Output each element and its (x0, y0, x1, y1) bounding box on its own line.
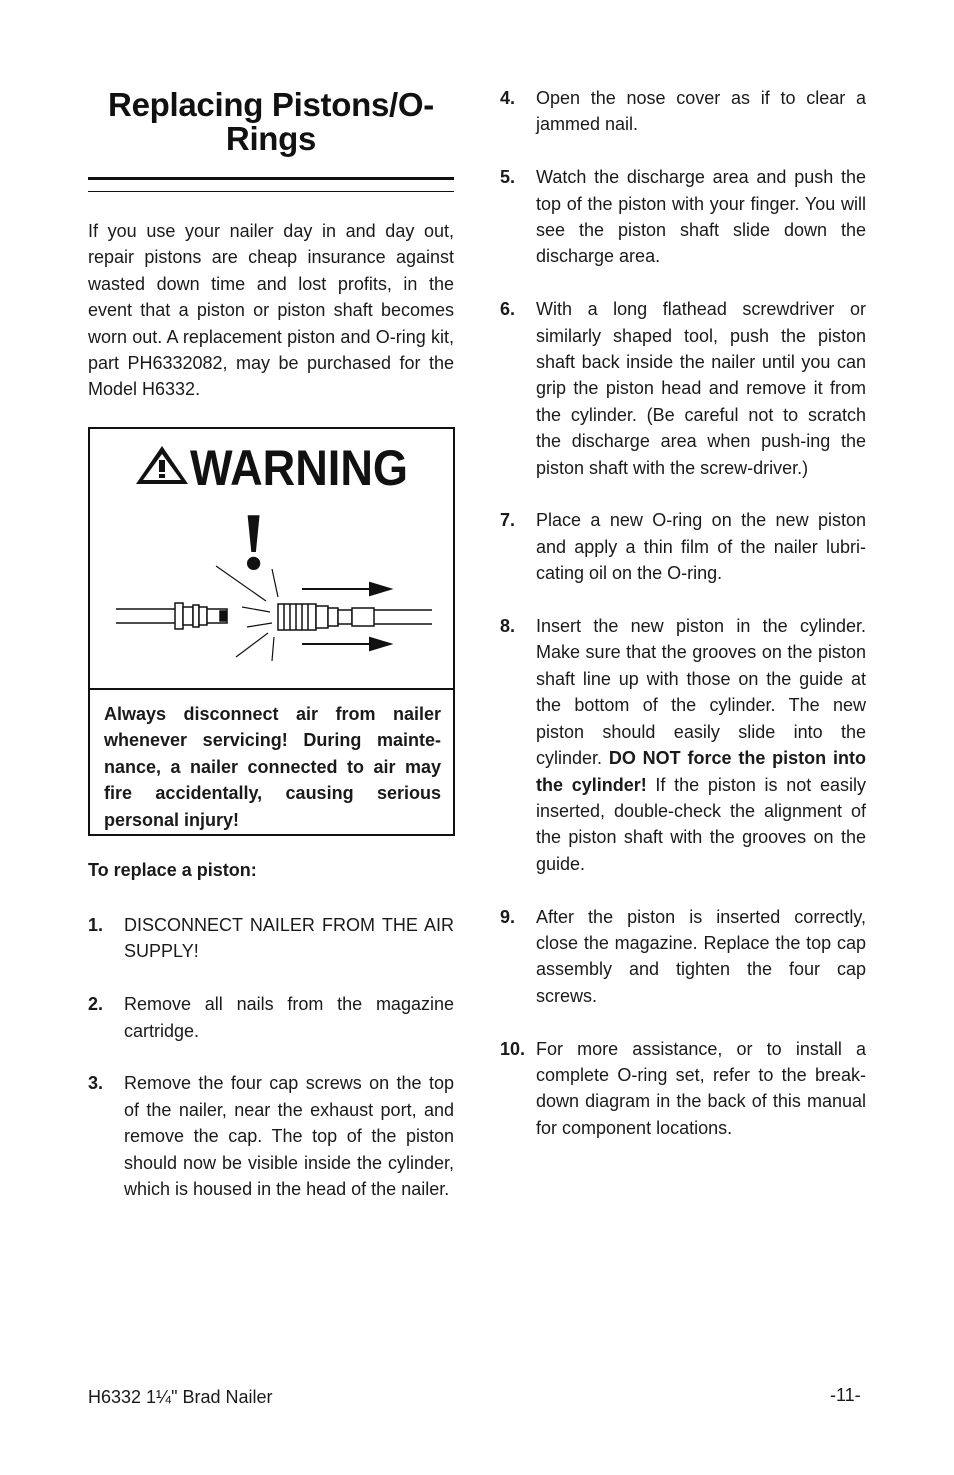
step-item (500, 904, 866, 1010)
step-item (500, 1036, 866, 1142)
step-item (500, 296, 866, 481)
warning-text: Always disconnect air from nailer whenever servicing! During mainte-nance, a nailer connected to air may fire accidentally, causing serious personal injury! (104, 704, 441, 830)
step-text: Remove the four cap screws on the top of the nailer, near the exhaust port, and remove the cap. The top of the piston should now be visible inside the cylinder, which is housed in the head of the nailer. (124, 1073, 454, 1200)
steps-right-list (500, 85, 866, 1168)
title-rule (88, 177, 454, 180)
title-rule-thin (88, 191, 454, 192)
procedure-heading: To replace a piston: (88, 860, 257, 880)
step-text: Place a new O-ring on the new piston and apply a thin film of the nailer lubri-cating oil on the O-ring. (536, 510, 866, 584)
page-title: Replacing Pistons/O-Rings (108, 86, 434, 157)
step-item (88, 991, 454, 1044)
step-text: DISCONNECT NAILER FROM THE AIR SUPPLY! (124, 915, 454, 962)
left-column (88, 88, 454, 421)
steps-left-list (88, 912, 454, 1229)
step-number: 9. (500, 906, 516, 927)
female-coupler-icon (278, 604, 432, 630)
disconnected-air-hose-icon (90, 429, 453, 688)
step-number: 1. (88, 915, 104, 935)
intro-paragraph: If you use your nailer day in and day out, repair pistons are cheap insurance against wasted down time and lost profits, in the event that a piston or piston shaft becomes worn out. A replacement piston and O-ring kit, part PH6332082, may be purchased for the Model H6332. (88, 221, 454, 400)
step-number: 3. (88, 1073, 104, 1094)
step-number: 2. (88, 994, 104, 1015)
exclamation-mark: ! (240, 496, 268, 587)
page-number: -11- (830, 1385, 861, 1405)
step-text: Open the nose cover as if to clear a jammed nail. (536, 88, 866, 135)
step-number: 10. (500, 1038, 526, 1059)
step-number: 5. (500, 167, 516, 188)
step-text (536, 613, 866, 877)
step-item (500, 164, 866, 270)
footer-model: H6332 1¼" Brad Nailer (88, 1387, 273, 1407)
step-number: 4. (500, 88, 516, 108)
step-item (500, 613, 866, 877)
step-item (500, 507, 866, 586)
warning-label: WARNING (190, 440, 408, 496)
step-text: With a long flathead screwdriver or similarly shaped tool, push the piston shaft back inside the nailer until you can grip the piston head and remove it from the cylinder. (Be careful not to scratch the discharge area when push-ing the piston shaft with the screw-driver.) (536, 299, 866, 478)
warning-box (88, 427, 455, 836)
warning-illustration (90, 429, 453, 690)
step-item (88, 912, 454, 965)
step-text-part: Insert the new piston in the cylinder. Make sure that the grooves on the piston shaft line up with those on the guide at the bottom of the cylinder. The new piston should easily slide into the cylinder. (536, 616, 866, 769)
step-text-emphasis: DO NOT force the piston into the cylinder! (536, 748, 866, 795)
step-text: Watch the discharge area and push the top of the piston with your finger. You will see the piston shaft slide down the discharge area. (536, 167, 866, 267)
step-text: Remove all nails from the magazine cartridge. (124, 994, 454, 1041)
step-text: For more assistance, or to install a complete O-ring set, refer to the break-down diagram in the back of this manual for component locations. (536, 1038, 866, 1138)
step-number: 8. (500, 616, 516, 637)
step-number: 6. (500, 299, 516, 320)
step-text: After the piston is inserted correctly, close the magazine. Replace the top cap assembly and tighten the four cap screws. (536, 906, 866, 1006)
male-plug-icon (116, 603, 227, 629)
step-number: 7. (500, 510, 516, 531)
step-item (500, 85, 866, 138)
step-text-part: If the piston is not easily inserted, double-check the alignment of the piston shaft with the grooves on the guide. (536, 774, 866, 874)
step-item (88, 1070, 454, 1202)
